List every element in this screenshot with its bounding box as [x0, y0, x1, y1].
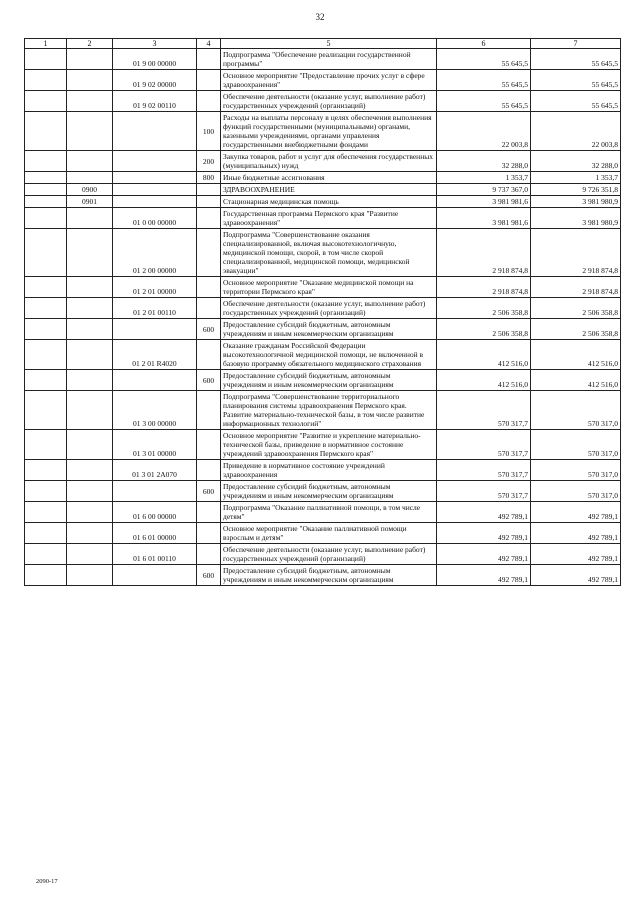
page-number: 32	[315, 12, 325, 22]
cell-section-code	[67, 391, 113, 430]
cell-amount-year1: 570 317,7	[437, 460, 531, 481]
cell-amount-year2: 570 317,0	[531, 481, 621, 502]
cell-section-code	[67, 460, 113, 481]
cell-amount-year2: 9 726 351,8	[531, 184, 621, 196]
cell-amount-year2: 570 317,0	[531, 460, 621, 481]
cell-amount-year1: 492 789,1	[437, 565, 531, 586]
cell-target-code	[113, 151, 197, 172]
cell-target-code: 01 2 01 00110	[113, 298, 197, 319]
cell-section-code	[67, 502, 113, 523]
cell-target-code	[113, 319, 197, 340]
table-row	[25, 196, 621, 208]
cell-col1	[25, 370, 67, 391]
table-row	[25, 298, 621, 319]
cell-amount-year1: 2 918 874,8	[437, 277, 531, 298]
cell-description: Предоставление субсидий бюджетным, автономным учреждениям и иным некоммерческим организациям	[221, 565, 437, 586]
table-row	[25, 319, 621, 340]
column-header: 3	[113, 39, 197, 49]
cell-target-code: 01 3 00 00000	[113, 391, 197, 430]
cell-amount-year2: 412 516,0	[531, 340, 621, 370]
cell-section-code	[67, 208, 113, 229]
cell-amount-year1: 1 353,7	[437, 172, 531, 184]
cell-description: Подпрограмма "Совершенствование оказания специализированной, включая высокотехнологичную, медицинской помощи, скорой, в том числе скорой специализированной, медицинской помощи, медицинской эвакуации"	[221, 229, 437, 277]
cell-amount-year1: 412 516,0	[437, 370, 531, 391]
cell-expense-type	[197, 298, 221, 319]
cell-expense-type	[197, 340, 221, 370]
cell-description: ЗДРАВООХРАНЕНИЕ	[221, 184, 437, 196]
cell-col1	[25, 184, 67, 196]
cell-target-code: 01 3 01 2А070	[113, 460, 197, 481]
cell-section-code	[67, 523, 113, 544]
cell-amount-year2: 3 981 980,9	[531, 208, 621, 229]
cell-target-code: 01 6 00 00000	[113, 502, 197, 523]
table-body	[25, 49, 621, 586]
cell-target-code	[113, 565, 197, 586]
cell-col1	[25, 112, 67, 151]
cell-section-code	[67, 151, 113, 172]
cell-amount-year1: 2 918 874,8	[437, 229, 531, 277]
table-row	[25, 277, 621, 298]
cell-amount-year1: 570 317,7	[437, 391, 531, 430]
cell-amount-year2: 55 645,5	[531, 49, 621, 70]
cell-expense-type: 600	[197, 319, 221, 340]
cell-description: Расходы на выплаты персоналу в целях обеспечения выполнения функций государственными (муниципальными) органами, казенными учреждениями, органами управления государственными внебюджетными фондами	[221, 112, 437, 151]
cell-target-code: 01 9 00 00000	[113, 49, 197, 70]
cell-description: Закупка товаров, работ и услуг для обеспечения государственных (муниципальных) нужд	[221, 151, 437, 172]
cell-section-code	[67, 112, 113, 151]
cell-description: Основное мероприятие "Оказание паллиативной помощи взрослым и детям"	[221, 523, 437, 544]
table-row	[25, 208, 621, 229]
cell-description: Подпрограмма "Совершенствование территориального планирования системы здравоохранения Пермского края. Развитие материально-технической базы, в том числе развитие информационных технологий"	[221, 391, 437, 430]
cell-col1	[25, 523, 67, 544]
cell-target-code	[113, 184, 197, 196]
cell-target-code: 01 6 01 00000	[113, 523, 197, 544]
cell-description: Обеспечение деятельности (оказание услуг, выполнение работ) государственных учреждений (организаций)	[221, 298, 437, 319]
cell-expense-type	[197, 91, 221, 112]
cell-col1	[25, 70, 67, 91]
cell-description: Предоставление субсидий бюджетным, автономным учреждениям и иным некоммерческим организациям	[221, 319, 437, 340]
cell-section-code	[67, 49, 113, 70]
cell-expense-type: 600	[197, 481, 221, 502]
cell-section-code	[67, 229, 113, 277]
cell-description: Основное мероприятие "Развитие и укрепление материально-технической базы, приведение в нормативное состояние учреждений здравоохранения Пермского края"	[221, 430, 437, 460]
cell-col1	[25, 502, 67, 523]
cell-amount-year1: 32 288,0	[437, 151, 531, 172]
cell-description: Основное мероприятие "Оказание медицинской помощи на территории Пермского края"	[221, 277, 437, 298]
cell-expense-type	[197, 184, 221, 196]
cell-description: Основное мероприятие "Предоставление прочих услуг в сфере здравоохранения"	[221, 70, 437, 91]
cell-col1	[25, 391, 67, 430]
cell-target-code	[113, 112, 197, 151]
cell-amount-year2: 2 918 874,8	[531, 229, 621, 277]
cell-col1	[25, 172, 67, 184]
cell-amount-year2: 492 789,1	[531, 523, 621, 544]
cell-section-code	[67, 91, 113, 112]
cell-section-code: 0900	[67, 184, 113, 196]
cell-section-code	[67, 172, 113, 184]
cell-section-code	[67, 319, 113, 340]
table-row	[25, 370, 621, 391]
cell-section-code	[67, 430, 113, 460]
cell-col1	[25, 565, 67, 586]
cell-expense-type: 200	[197, 151, 221, 172]
cell-col1	[25, 319, 67, 340]
cell-amount-year1: 3 981 981,6	[437, 196, 531, 208]
document-code: 2090-17	[36, 878, 58, 885]
table-row	[25, 340, 621, 370]
cell-expense-type	[197, 523, 221, 544]
cell-target-code: 01 6 01 00110	[113, 544, 197, 565]
column-header: 7	[531, 39, 621, 49]
cell-amount-year1: 55 645,5	[437, 49, 531, 70]
cell-amount-year2: 492 789,1	[531, 502, 621, 523]
cell-expense-type	[197, 277, 221, 298]
cell-expense-type	[197, 430, 221, 460]
cell-section-code	[67, 565, 113, 586]
cell-amount-year2: 32 288,0	[531, 151, 621, 172]
table-row	[25, 502, 621, 523]
table-row	[25, 523, 621, 544]
cell-section-code	[67, 370, 113, 391]
table-row	[25, 70, 621, 91]
cell-col1	[25, 340, 67, 370]
cell-description: Подпрограмма "Оказание паллиативной помощи, в том числе детям"	[221, 502, 437, 523]
cell-target-code: 01 9 02 00000	[113, 70, 197, 91]
cell-amount-year1: 570 317,7	[437, 430, 531, 460]
table-row	[25, 544, 621, 565]
cell-amount-year2: 2 506 358,8	[531, 319, 621, 340]
cell-col1	[25, 151, 67, 172]
cell-expense-type	[197, 196, 221, 208]
cell-target-code	[113, 196, 197, 208]
cell-col1	[25, 91, 67, 112]
cell-description: Обеспечение деятельности (оказание услуг, выполнение работ) государственных учреждений (организаций)	[221, 544, 437, 565]
cell-section-code	[67, 544, 113, 565]
cell-target-code: 01 2 00 00000	[113, 229, 197, 277]
cell-description: Обеспечение деятельности (оказание услуг, выполнение работ) государственных учреждений (организаций)	[221, 91, 437, 112]
column-header: 6	[437, 39, 531, 49]
cell-amount-year1: 3 981 981,6	[437, 208, 531, 229]
cell-amount-year2: 1 353,7	[531, 172, 621, 184]
cell-target-code: 01 3 01 00000	[113, 430, 197, 460]
table-row	[25, 481, 621, 502]
cell-col1	[25, 430, 67, 460]
column-header: 1	[25, 39, 67, 49]
cell-expense-type	[197, 49, 221, 70]
table-row	[25, 229, 621, 277]
cell-expense-type: 600	[197, 370, 221, 391]
cell-expense-type	[197, 229, 221, 277]
cell-amount-year2: 412 516,0	[531, 370, 621, 391]
cell-amount-year2: 55 645,5	[531, 91, 621, 112]
cell-amount-year1: 55 645,5	[437, 91, 531, 112]
cell-amount-year2: 22 003,8	[531, 112, 621, 151]
cell-description: Приведение в нормативное состояние учреждений здравоохранения	[221, 460, 437, 481]
cell-amount-year2: 2 506 358,8	[531, 298, 621, 319]
cell-col1	[25, 460, 67, 481]
cell-amount-year1: 55 645,5	[437, 70, 531, 91]
column-header: 5	[221, 39, 437, 49]
table-row	[25, 184, 621, 196]
cell-expense-type	[197, 460, 221, 481]
cell-expense-type	[197, 502, 221, 523]
cell-amount-year2: 3 981 980,9	[531, 196, 621, 208]
cell-amount-year1: 492 789,1	[437, 544, 531, 565]
cell-amount-year1: 22 003,8	[437, 112, 531, 151]
cell-col1	[25, 208, 67, 229]
cell-target-code: 01 9 02 00110	[113, 91, 197, 112]
cell-expense-type: 100	[197, 112, 221, 151]
column-header-row	[25, 39, 621, 49]
cell-target-code	[113, 370, 197, 391]
table-row	[25, 151, 621, 172]
cell-amount-year1: 2 506 358,8	[437, 319, 531, 340]
table-row	[25, 565, 621, 586]
cell-description: Предоставление субсидий бюджетным, автономным учреждениям и иным некоммерческим организациям	[221, 481, 437, 502]
table-row	[25, 391, 621, 430]
cell-section-code	[67, 340, 113, 370]
cell-target-code	[113, 172, 197, 184]
cell-col1	[25, 298, 67, 319]
cell-section-code	[67, 277, 113, 298]
cell-section-code	[67, 481, 113, 502]
cell-section-code	[67, 70, 113, 91]
cell-description: Государственная программа Пермского края "Развитие здравоохранения"	[221, 208, 437, 229]
table-row	[25, 172, 621, 184]
cell-amount-year1: 412 516,0	[437, 340, 531, 370]
table-row	[25, 91, 621, 112]
column-header: 4	[197, 39, 221, 49]
cell-col1	[25, 481, 67, 502]
cell-col1	[25, 277, 67, 298]
cell-amount-year2: 55 645,5	[531, 70, 621, 91]
cell-description: Подпрограмма "Обеспечение реализации государственной программы"	[221, 49, 437, 70]
cell-section-code	[67, 298, 113, 319]
cell-target-code: 01 2 01 00000	[113, 277, 197, 298]
table-row	[25, 430, 621, 460]
cell-amount-year2: 492 789,1	[531, 544, 621, 565]
cell-col1	[25, 229, 67, 277]
cell-amount-year2: 492 789,1	[531, 565, 621, 586]
cell-col1	[25, 544, 67, 565]
cell-col1	[25, 49, 67, 70]
table-row	[25, 460, 621, 481]
table-row	[25, 112, 621, 151]
cell-description: Иные бюджетные ассигнования	[221, 172, 437, 184]
cell-amount-year1: 570 317,7	[437, 481, 531, 502]
column-header: 2	[67, 39, 113, 49]
cell-target-code: 01 0 00 00000	[113, 208, 197, 229]
cell-amount-year1: 9 737 367,0	[437, 184, 531, 196]
cell-col1	[25, 196, 67, 208]
cell-amount-year2: 570 317,0	[531, 391, 621, 430]
cell-description: Предоставление субсидий бюджетным, автономным учреждениям и иным некоммерческим организациям	[221, 370, 437, 391]
cell-amount-year2: 570 317,0	[531, 430, 621, 460]
cell-expense-type: 600	[197, 565, 221, 586]
cell-amount-year1: 492 789,1	[437, 523, 531, 544]
cell-target-code: 01 2 01 R4020	[113, 340, 197, 370]
cell-description: Стационарная медицинская помощь	[221, 196, 437, 208]
cell-expense-type	[197, 70, 221, 91]
budget-table	[24, 38, 621, 586]
cell-amount-year1: 2 506 358,8	[437, 298, 531, 319]
cell-expense-type: 800	[197, 172, 221, 184]
cell-target-code	[113, 481, 197, 502]
cell-expense-type	[197, 391, 221, 430]
cell-amount-year2: 2 918 874,8	[531, 277, 621, 298]
cell-section-code: 0901	[67, 196, 113, 208]
cell-expense-type	[197, 208, 221, 229]
cell-expense-type	[197, 544, 221, 565]
cell-amount-year1: 492 789,1	[437, 502, 531, 523]
cell-description: Оказание гражданам Российской Федерации высокотехнологичной медицинской помощи, не включенной в базовую программу обязательного медицинского страхования	[221, 340, 437, 370]
table-row	[25, 49, 621, 70]
